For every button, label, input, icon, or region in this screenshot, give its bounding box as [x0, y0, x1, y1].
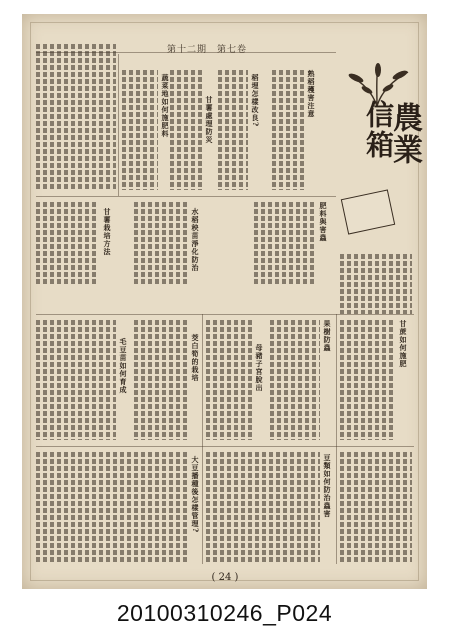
column-divider-top-left: [118, 54, 119, 196]
article-title-6: 水稻秧苗淨化防治: [191, 208, 200, 272]
document-page: [22, 14, 427, 589]
article-body-3: [170, 70, 202, 190]
article-body-14: [36, 452, 188, 564]
lower-rule: [36, 446, 414, 447]
article-title-8: 甘蔗如何施肥: [399, 320, 408, 368]
page-number: ( 24 ): [211, 572, 239, 583]
article-body-1: [272, 70, 304, 190]
page-header: [166, 42, 248, 56]
article-body-6: [134, 202, 188, 286]
article-body-10: [206, 320, 252, 440]
mid-rule-2: [36, 314, 414, 315]
archive-id-caption: 20100310246_P024: [116, 600, 333, 626]
article-title-10: 母豬子宮脫出: [255, 344, 264, 392]
article-body-7: [36, 202, 98, 286]
mid-rule-1: [36, 196, 336, 197]
article-title-5: 肥料與害蟲: [319, 202, 328, 242]
column-divider-right: [336, 314, 337, 564]
issue-number: 第十二期: [166, 45, 207, 55]
article-body-4: [122, 70, 158, 190]
mailbox-illustration-icon: [341, 189, 395, 234]
article-body-left-top: [36, 44, 116, 190]
masthead-title-line2: 信箱: [362, 100, 395, 160]
article-body-right-bottom: [340, 452, 412, 564]
volume-label: 第七卷: [217, 45, 248, 55]
article-title-2: 稻埋怎樣改良?: [251, 74, 260, 128]
masthead: [338, 58, 432, 246]
article-title-9: 果樹防蟲: [323, 320, 332, 352]
article-title-4: 蔬菜地如何施肥料: [161, 74, 170, 138]
article-title-14: 大豆播種後怎樣管理?: [191, 456, 200, 534]
article-body-11: [134, 320, 188, 440]
article-body-9: [270, 320, 320, 440]
article-body-12: [36, 320, 116, 440]
article-body-2: [218, 70, 248, 190]
masthead-title-line1: 農業: [387, 102, 422, 166]
column-divider-mid: [202, 314, 203, 564]
article-body-13: [206, 452, 320, 564]
article-title-11: 茭白筍的栽培: [191, 334, 200, 382]
article-body-8: [340, 320, 396, 440]
article-title-1: 熟稻穫害注意: [307, 70, 316, 118]
article-body-5: [254, 202, 314, 286]
article-title-7: 甘薯栽培方法: [103, 208, 112, 256]
article-title-3: 甘薯處理防災: [205, 96, 214, 144]
article-body-right-mid: [340, 254, 412, 314]
article-title-13: 豆類如何防治蟲害: [323, 454, 332, 518]
article-title-12: 毛豆苗如何育成: [119, 338, 128, 394]
